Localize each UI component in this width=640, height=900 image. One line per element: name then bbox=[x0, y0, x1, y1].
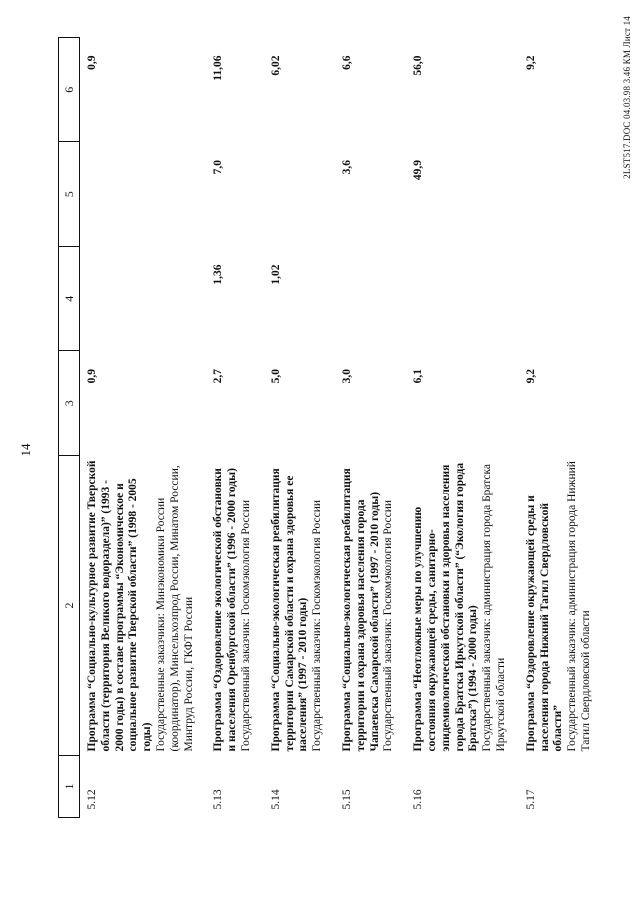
program-title: Программа “Неотложные меры по улучшению состояния окружающей среды, санитарно-эпидемиологической обстановки и здоровья населения города Братска Иркутской области” (“Экология города Братска”) (1994 - 2000 годы) bbox=[412, 462, 480, 752]
value-col-6: 56,0 bbox=[412, 55, 425, 76]
row-number: 5.17 bbox=[524, 789, 537, 810]
column-header-1: 1 bbox=[59, 756, 80, 818]
value-col-6: 0,9 bbox=[86, 55, 98, 70]
value-col-4: 1,02 bbox=[269, 264, 282, 285]
row-number: 5.12 bbox=[86, 789, 98, 810]
value-col-3: 3,0 bbox=[340, 369, 353, 384]
table-row bbox=[519, 38, 604, 818]
value-col-6: 9,2 bbox=[524, 55, 537, 70]
value-col-3: 2,7 bbox=[212, 369, 225, 384]
value-col-3: 5,0 bbox=[269, 369, 282, 384]
program-title: Программа “Социально-культурное развитие Тверской области (территория Великого водораздела)” (1993 - 2000 годы) в составе программы “Экономическое и социальное развитие Тверской области” (1998 - 2005 годы) bbox=[86, 460, 154, 752]
value-col-3: 9,2 bbox=[524, 369, 537, 384]
document-footer: 2LST517.DOC 04.03.98 3.46 КМ Лист 14 bbox=[622, 16, 632, 179]
program-title: Программа “Оздоровление экологической обстановки и населения Оренбургской области” (1996 - 2000 годы) bbox=[212, 468, 239, 752]
program-description bbox=[519, 456, 604, 756]
value-col-5: 7,0 bbox=[212, 160, 225, 175]
value-col-5: 49,9 bbox=[412, 160, 425, 181]
program-customer: Государственный заказчик: администрация города Нижний Тагил Свердловской области bbox=[566, 461, 592, 752]
value-col-5 bbox=[519, 142, 604, 247]
page-number: 14 bbox=[18, 443, 33, 457]
table-header-row bbox=[59, 38, 80, 818]
row-number: 5.15 bbox=[340, 789, 353, 810]
column-header-6: 6 bbox=[59, 38, 80, 143]
value-col-5 bbox=[80, 142, 207, 247]
value-col-6: 6,6 bbox=[340, 55, 353, 70]
table-row bbox=[335, 38, 406, 818]
value-col-5 bbox=[264, 142, 335, 247]
value-col-4 bbox=[335, 247, 406, 352]
table-row bbox=[264, 38, 335, 818]
table-row bbox=[206, 38, 263, 818]
program-description bbox=[335, 456, 406, 756]
column-header-2: 2 bbox=[59, 456, 80, 756]
column-header-5: 5 bbox=[59, 142, 80, 247]
value-col-3: 6,1 bbox=[412, 369, 425, 384]
value-col-4: 1,36 bbox=[212, 264, 225, 285]
row-number: 5.16 bbox=[412, 789, 425, 810]
program-description bbox=[406, 456, 519, 756]
program-customer: Государственный заказчик: администрация города Братска Иркутской области bbox=[481, 463, 507, 752]
program-title: Программа “Социально-экологическая реабилитация территории и охрана здоровья населения города Чапаевска Самарской области” (1997 - 2010 годы) bbox=[340, 468, 381, 752]
table-row bbox=[406, 38, 519, 818]
row-number: 5.14 bbox=[269, 789, 282, 810]
value-col-6: 11,06 bbox=[212, 55, 225, 81]
value-col-4 bbox=[519, 247, 604, 352]
row-number: 5.13 bbox=[212, 789, 225, 810]
value-col-5: 3,6 bbox=[340, 160, 353, 175]
value-col-4 bbox=[80, 247, 207, 352]
column-header-4: 4 bbox=[59, 247, 80, 352]
value-col-3: 0,9 bbox=[86, 369, 98, 384]
column-header-3: 3 bbox=[59, 351, 80, 456]
program-customer: Государственный заказчик: Госкомэкология России bbox=[311, 499, 324, 752]
program-table bbox=[58, 37, 604, 818]
program-customer: Государственный заказчик: Госкомэкология России bbox=[239, 499, 252, 752]
program-description bbox=[206, 456, 263, 756]
program-description bbox=[80, 456, 207, 756]
program-customer: Государственный заказчик: Госкомэкология России bbox=[382, 499, 395, 752]
program-customer: Государственные заказчики: Минэкономики России (координатор), Минсельхозпрод России, Минатом России, Минтруд России, ГКФТ России bbox=[154, 465, 195, 752]
program-title: Программа “Оздоровление окружающей среды и населения города Нижний Тагил Свердловской области” bbox=[524, 495, 565, 752]
table-row bbox=[80, 38, 207, 818]
program-description bbox=[264, 456, 335, 756]
value-col-4 bbox=[406, 247, 519, 352]
value-col-6: 6,02 bbox=[269, 55, 282, 76]
program-title: Программа “Социально-экологическая реабилитация территории Самарской области и охрана здоровья ее населения” (1997 - 2010 годы) bbox=[269, 468, 310, 752]
